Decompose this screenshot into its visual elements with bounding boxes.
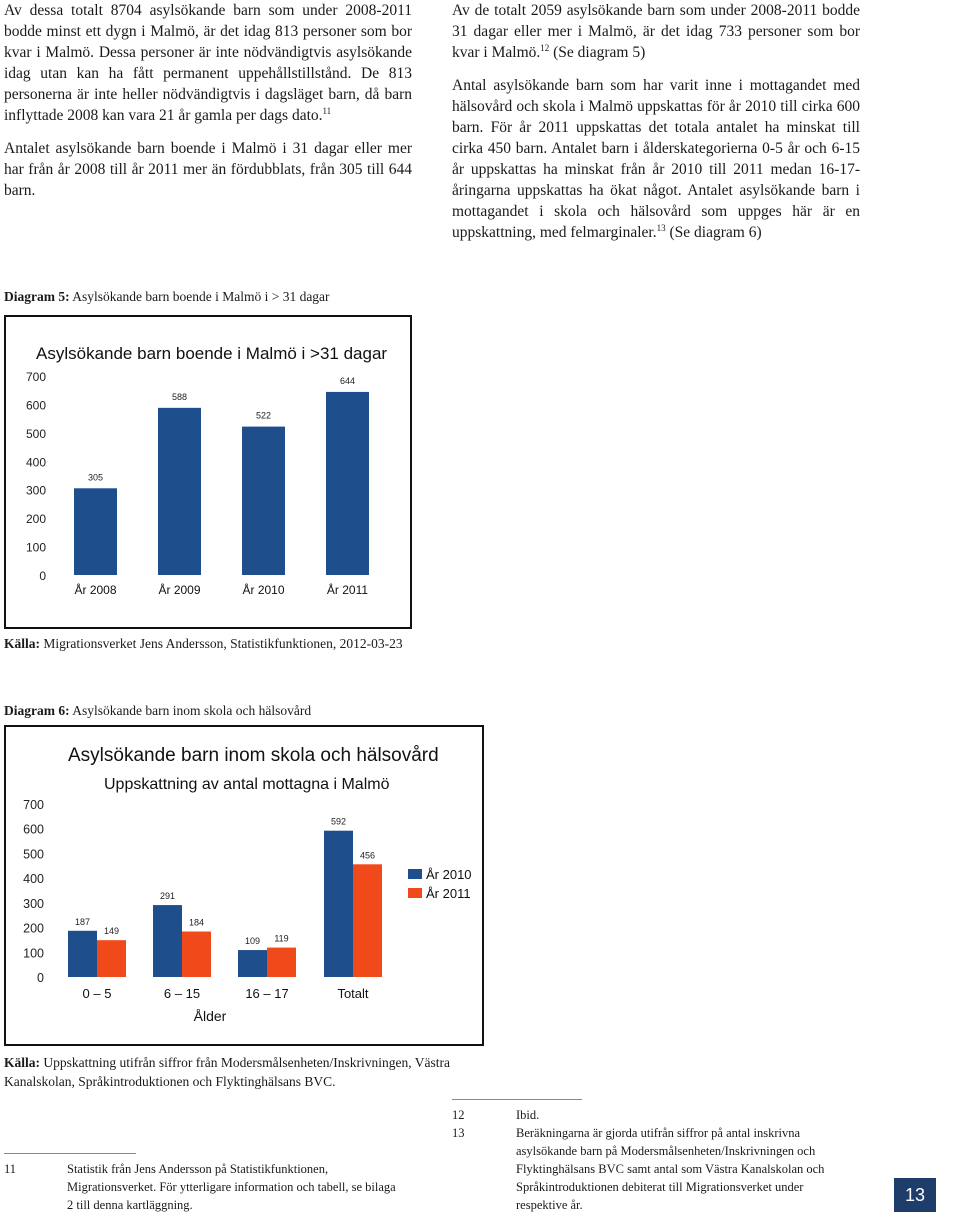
data-label: 644	[339, 375, 356, 386]
data-label: 149	[103, 926, 120, 937]
x-tick-label: År 2011	[326, 583, 369, 597]
left-paragraph-1-text: Av dessa totalt 8704 asylsökande barn som under 2008-2011 bodde minst ett dygn i Malmö, är det idag 813 personer som bor kvar i Malmö. Dessa personer är inte nödvändigtvis asylsökande idag utan kan ha fått permanent uppehållstillstånd. De 813 personerna är inte heller nödvändigtvis i dagsläget barn, då barn inflyttade 2008 kan vara 21 år gamla per dags dato.	[4, 2, 412, 124]
page-number-badge: 13	[894, 1178, 936, 1212]
right-column-text	[452, 0, 860, 255]
y-tick-label: 600	[23, 822, 44, 837]
y-tick-label: 300	[25, 483, 46, 498]
data-label: 592	[330, 816, 347, 827]
y-tick-label: 500	[25, 426, 46, 441]
bar-år-2010	[68, 931, 97, 977]
diagram-6-source-text: Uppskattning utifrån siffror från Modersmålsenheten/Inskrivningen, Västra Kanalskolan, Språkintroduktionen och Flyktinghälsans BVC.	[4, 1055, 451, 1089]
bar-år-2009	[158, 408, 201, 575]
footnote-rule-right	[452, 1099, 582, 1100]
data-label: 187	[74, 916, 91, 927]
left-column-text	[4, 0, 412, 213]
diagram-5-svg	[6, 317, 410, 627]
diagram-6-svg	[6, 727, 482, 1044]
x-tick-label: 16 – 17	[245, 986, 289, 1001]
legend-swatch-år-2010	[408, 869, 422, 879]
y-tick-label: 700	[23, 798, 44, 812]
footnote-13	[452, 1124, 852, 1214]
x-axis-label: Ålder	[193, 1008, 227, 1024]
legend-label: År 2011	[426, 886, 471, 901]
data-label: 456	[359, 850, 376, 861]
diagram-5-source-label: Källa:	[4, 636, 40, 651]
y-tick-label: 100	[25, 540, 46, 555]
footnote-11-text: Statistik från Jens Andersson på Statistikfunktionen, Migrationsverket. För ytterligare information och tabell, se bilaga 2 till denna kartläggning.	[67, 1162, 396, 1212]
right-paragraph-2	[452, 75, 860, 243]
left-paragraph-2: Antalet asylsökande barn boende i Malmö i 31 dagar eller mer har från år 2008 till år 2011 mer än fördubblats, från 305 till 644 barn.	[4, 140, 412, 199]
data-label: 522	[255, 410, 272, 421]
chart-6-subtitle: Uppskattning av antal mottagna i Malmö	[104, 776, 390, 793]
legend-swatch-år-2011	[408, 888, 422, 898]
y-tick-label: 200	[25, 512, 46, 527]
diagram-6-caption	[4, 703, 464, 719]
diagram-5-chart	[4, 315, 412, 629]
y-tick-label: 0	[39, 569, 46, 583]
y-tick-label: 200	[23, 921, 44, 936]
data-label: 291	[159, 891, 176, 902]
y-tick-label: 400	[25, 455, 46, 470]
bar-år-2011	[267, 948, 296, 977]
bar-år-2011	[326, 392, 369, 575]
x-tick-label: År 2008	[74, 583, 117, 597]
diagram-6-caption-label: Diagram 6:	[4, 703, 70, 718]
footnote-13-text: Beräkningarna är gjorda utifrån siffror på antal inskrivna asylsökande barn på Modersmålsenheten/Inskrivningen och Flyktinghälsans BVC samt antal som Västra Kanalskolan och Språkintroduktionen debiterat till Migrationsverket under respektive år.	[516, 1126, 825, 1212]
x-tick-label: 6 – 15	[163, 986, 201, 1001]
y-tick-label: 0	[37, 971, 44, 985]
x-tick-label: År 2010	[242, 583, 285, 597]
diagram-6-reference: (Se diagram 6)	[665, 224, 762, 241]
diagram-5-source	[4, 634, 464, 653]
right-paragraph-1	[452, 0, 860, 63]
data-label: 119	[274, 933, 289, 944]
data-label: 109	[244, 936, 261, 947]
diagram-5-caption-text: Asylsökande barn boende i Malmö i > 31 dagar	[69, 289, 330, 304]
footnote-11	[4, 1160, 404, 1214]
bar-år-2010	[153, 905, 182, 977]
bar-år-2010	[238, 950, 267, 977]
y-tick-label: 100	[23, 946, 44, 961]
right-paragraph-1-text: Av de totalt 2059 asylsökande barn som under 2008-2011 bodde 31 dagar eller mer i Malmö, är det idag 733 personer som bor kvar i Malmö.	[452, 2, 860, 61]
bar-år-2010	[242, 427, 285, 575]
footnote-12	[452, 1106, 852, 1124]
diagram-6-source-label: Källa:	[4, 1055, 40, 1070]
y-tick-label: 300	[23, 896, 44, 911]
x-tick-label: År 2009	[158, 583, 201, 597]
left-paragraph-1	[4, 0, 412, 126]
right-paragraph-2-text: Antal asylsökande barn som har varit inne i mottagandet med hälsovård och skola i Malmö uppskattas för år 2010 till cirka 600 barn. För år 2011 uppskattas det totala antalet ha minskat till cirka 450 barn. Antalet barn i ålderskategorierna 0-5 år och 6-15 år uppskattas ha minskat från år 2010 till 2011 medan 16-17-åringarna uppskattas ha ökat något. Antalet asylsökande barn i mottagandet i skola och hälsovård som uppges här är en uppskattning, med felmarginaler.	[452, 77, 860, 241]
bar-år-2011	[97, 940, 126, 977]
x-tick-label: Totalt	[337, 986, 369, 1001]
y-tick-label: 700	[25, 370, 46, 384]
y-tick-label: 600	[25, 398, 46, 413]
diagram-6-source	[4, 1053, 494, 1091]
footnote-rule-left	[4, 1153, 136, 1154]
footnote-ref-12[interactable]: 12	[540, 42, 550, 53]
data-label: 305	[87, 472, 104, 483]
footnote-11-number: 11	[4, 1162, 17, 1176]
chart-6-title: Asylsökande barn inom skola och hälsovård	[68, 745, 439, 766]
bar-år-2011	[182, 932, 211, 977]
diagram-5-caption-label: Diagram 5:	[4, 289, 70, 304]
footnote-12-text: Ibid.	[516, 1108, 540, 1122]
legend-label: År 2010	[426, 867, 472, 882]
diagram-5-source-text: Migrationsverket Jens Andersson, Statistikfunktionen, 2012-03-23	[40, 636, 403, 651]
footnote-ref-13[interactable]: 13	[656, 222, 666, 233]
bar-år-2008	[74, 488, 117, 575]
footnote-13-number: 13	[452, 1126, 465, 1140]
footnote-12-number: 12	[452, 1108, 465, 1122]
diagram-6-chart	[4, 725, 484, 1046]
bar-år-2011	[353, 864, 382, 977]
y-tick-label: 400	[23, 872, 44, 887]
footnote-ref-11[interactable]: 11	[322, 105, 332, 116]
chart-5-title: Asylsökande barn boende i Malmö i >31 dagar	[36, 344, 388, 363]
data-label: 184	[188, 917, 205, 928]
diagram-5-reference: (Se diagram 5)	[549, 44, 646, 61]
diagram-6-caption-text: Asylsökande barn inom skola och hälsovård	[69, 703, 312, 718]
diagram-5-caption	[4, 289, 464, 305]
x-tick-label: 0 – 5	[82, 986, 112, 1001]
y-tick-label: 500	[23, 847, 44, 862]
data-label: 588	[171, 391, 188, 402]
bar-år-2010	[324, 831, 353, 977]
